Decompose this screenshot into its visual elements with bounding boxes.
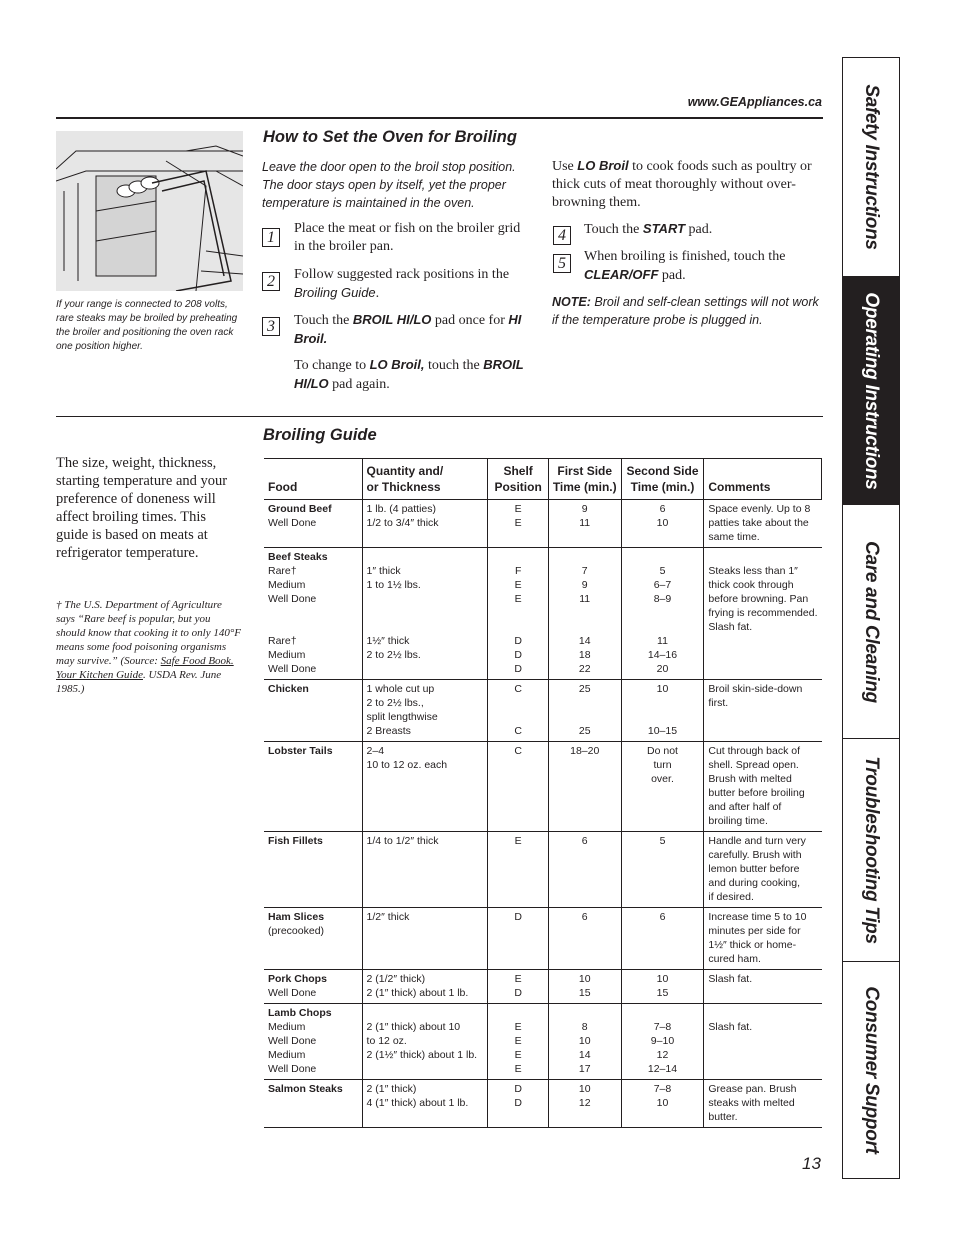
set-oven-intro: Leave the door open to the broil stop position. The door stays open by itself, yet the proper temperature is maintained in the oven. (262, 160, 516, 210)
section-rule (56, 416, 823, 417)
shelf-cell (488, 680, 548, 742)
qty-cell (362, 500, 488, 548)
shelf-value: E (514, 835, 522, 847)
second-value: 5 6–7 8–9 11 14–16 20 (647, 565, 678, 675)
first-cell (548, 500, 621, 548)
header-quantity: Quantity and/ or Thickness (362, 459, 488, 500)
broiling-guide-intro: The size, weight, thickness, starting temperature and your preference of doneness will affect broiling times. This guide is based on meats at refrigerator temperature. (56, 455, 228, 561)
qty-cell (362, 680, 488, 742)
first-cell (548, 548, 621, 680)
second-cell (621, 1004, 704, 1080)
qty-cell (362, 832, 488, 908)
food-cell (264, 500, 362, 548)
oven-door-open-illustration (56, 131, 243, 291)
tab-safety-instructions[interactable] (843, 58, 899, 276)
first-value: 8 10 14 17 (578, 1021, 591, 1075)
first-cell (548, 908, 621, 970)
comments-value: Increase time 5 to 10 minutes per side for 1½″ thick or home- cured ham. (708, 911, 807, 965)
qty-value: 2–4 10 to 12 oz. each (366, 745, 448, 771)
comments-cell (704, 832, 822, 908)
comments-value: Cut through back of shell. Spread open. Brush with melted butter before broiling and after half of broiling time. (708, 745, 805, 827)
tab-label: Consumer Support (861, 986, 882, 1154)
table-row (264, 548, 822, 680)
food-cell (264, 680, 362, 742)
shelf-value: D D (514, 1083, 522, 1109)
shelf-value: D (514, 911, 522, 923)
qty-cell (362, 970, 488, 1004)
section-title-broiling-guide: Broiling Guide (263, 426, 377, 444)
first-value: 10 12 (578, 1083, 591, 1109)
first-cell (548, 1080, 621, 1128)
second-value: 10 10–15 (647, 683, 678, 737)
shelf-cell (488, 832, 548, 908)
food-cell (264, 832, 362, 908)
tab-troubleshooting-tips[interactable] (843, 738, 899, 961)
second-value: 7–8 9–10 12 12–14 (647, 1021, 678, 1075)
food-doneness: Well Done (268, 517, 317, 529)
food-doneness: (precooked) (268, 925, 325, 937)
comments-cell (704, 908, 822, 970)
tab-label: Operating Instructions (861, 291, 882, 490)
table-row (264, 1080, 822, 1128)
second-cell (621, 548, 704, 680)
shelf-value: E E E E (514, 1021, 522, 1075)
comments-value: Slash fat. (708, 973, 753, 985)
comments-cell (704, 1004, 822, 1080)
second-value: 7–8 10 (653, 1083, 672, 1109)
broiling-guide-ref: Broiling Guide (294, 285, 376, 300)
step-number-5: 5 (553, 254, 571, 273)
table-row (264, 832, 822, 908)
step-text-2: Follow suggested rack positions in the Broiling Guide. (294, 267, 510, 301)
comments-cell (704, 548, 822, 680)
broiling-guide-table (264, 458, 822, 1128)
second-value: 5 (659, 835, 666, 847)
first-cell (548, 742, 621, 832)
broil-hi-lo-keyword: BROIL HI/LO (294, 357, 524, 391)
step-text-1: Place the meat or fish on the broiler grid in the broiler pan. (294, 221, 521, 254)
first-value: 6 (581, 911, 588, 923)
change-lo-broil-text: To change to LO Broil, touch the BROIL HI/LO pad again. (294, 357, 524, 392)
shelf-cell (488, 742, 548, 832)
second-cell (621, 742, 704, 832)
hi-broil-keyword: HI Broil. (294, 312, 522, 346)
qty-value: 1 lb. (4 patties) 1/2 to 3/4″ thick (366, 503, 439, 529)
lo-broil-keyword: LO Broil (577, 158, 629, 173)
shelf-cell (488, 548, 548, 680)
header-shelf: Shelf Position (488, 459, 548, 500)
comments-value: Grease pan. Brush steaks with melted butter. (708, 1083, 797, 1123)
qty-value: 2 (1″ thick) about 10 to 12 oz. 2 (1½″ thick) about 1 lb. (366, 1021, 478, 1061)
food-name: Pork Chops (268, 973, 327, 985)
probe-note: NOTE: Broil and self-clean settings will not work if the temperature probe is plugged in. (552, 295, 819, 327)
start-keyword: START (642, 221, 686, 236)
second-cell (621, 970, 704, 1004)
lo-broil-text: Use LO Broil to cook foods such as poultry or thick cuts of meat thoroughly without over-browning them. (552, 158, 812, 210)
header-second-side: Second Side Time (min.) (621, 459, 704, 500)
food-cell (264, 1004, 362, 1080)
qty-value: 2 (1″ thick) 4 (1″ thick) about 1 lb. (366, 1083, 469, 1109)
food-doneness: Rare† Medium Well Done Rare† Medium Well Done (268, 565, 317, 675)
step-text-5: When broiling is finished, touch the CLEAR/OFF pad. (584, 249, 786, 283)
second-cell (621, 908, 704, 970)
food-cell (264, 970, 362, 1004)
shelf-value: E D (514, 973, 522, 999)
tab-consumer-support[interactable] (843, 961, 899, 1178)
comments-value: Space evenly. Up to 8 patties take about the same time. (708, 503, 811, 543)
comments-cell (704, 1080, 822, 1128)
step-text-4: Touch the START pad. (584, 221, 713, 237)
food-name: Ham Slices (268, 911, 325, 923)
tab-label: Care and Cleaning (861, 540, 882, 703)
comments-cell (704, 742, 822, 832)
first-cell (548, 832, 621, 908)
qty-cell (362, 1080, 488, 1128)
second-cell (621, 832, 704, 908)
food-name: Beef Steaks (268, 551, 328, 563)
tab-care-and-cleaning[interactable] (843, 505, 899, 738)
shelf-value: F E E D D D (514, 565, 522, 675)
qty-value: 1 whole cut up 2 to 2½ lbs., split lengthwise 2 Breasts (366, 683, 438, 737)
step-number-2: 2 (262, 272, 280, 291)
usda-footnote: † The U.S. Department of Agriculture says “Rare beef is popular, but you should know that cooking it to only 140°F means some food poisoning organisms may survive.” (Source: Safe Food Book. Your Kitchen Guide. USDA Rev. June 1985.) (56, 599, 241, 695)
first-value: 9 11 (579, 503, 591, 529)
step-number-3: 3 (262, 317, 280, 336)
food-cell (264, 908, 362, 970)
second-value: 10 15 (656, 973, 669, 999)
shelf-value: C (514, 745, 522, 757)
food-cell (264, 1080, 362, 1128)
table-row (264, 970, 822, 1004)
first-value: 25 25 (578, 683, 591, 737)
shelf-value: C C (514, 683, 522, 737)
footnote-source: Safe Food Book. Your Kitchen Guide (56, 655, 234, 681)
shelf-cell (488, 908, 548, 970)
food-doneness: Medium Well Done Medium Well Done (268, 1021, 317, 1075)
second-value: Do not turn over. (647, 745, 678, 785)
second-value: 6 (659, 911, 666, 923)
food-cell (264, 742, 362, 832)
table-row (264, 908, 822, 970)
second-cell (621, 1080, 704, 1128)
food-name: Chicken (268, 683, 309, 695)
comments-value: Steaks less than 1″ thick cook through before browning. Pan frying is recommended. Slash fat. (708, 565, 818, 633)
table-row (264, 500, 822, 548)
qty-cell (362, 1004, 488, 1080)
shelf-cell (488, 970, 548, 1004)
tab-operating-instructions[interactable] (843, 276, 899, 505)
table-row (264, 742, 822, 832)
shelf-cell (488, 1080, 548, 1128)
clear-off-keyword: CLEAR/OFF (584, 267, 659, 282)
food-doneness: Well Done (268, 987, 317, 999)
header-food: Food (264, 459, 362, 500)
second-cell (621, 680, 704, 742)
tab-label: Safety Instructions (861, 84, 882, 250)
food-name: Lamb Chops (268, 1007, 332, 1019)
qty-cell (362, 548, 488, 680)
step-number-1: 1 (262, 228, 280, 247)
qty-value: 1/2″ thick (366, 911, 410, 923)
second-cell (621, 500, 704, 548)
first-value: 10 15 (578, 973, 591, 999)
illustration-caption: If your range is connected to 208 volts, rare steaks may be broiled by preheating the broiler and positioning the oven rack one position higher. (56, 299, 238, 352)
shelf-cell (488, 500, 548, 548)
first-value: 18–20 (570, 745, 600, 757)
qty-cell (362, 908, 488, 970)
website-url: www.GEAppliances.ca (687, 95, 822, 109)
shelf-cell (488, 1004, 548, 1080)
shelf-value: E E (514, 503, 522, 529)
header-first-side: First Side Time (min.) (548, 459, 621, 500)
second-value: 6 10 (656, 503, 669, 529)
first-value: 6 (581, 835, 588, 847)
food-name: Fish Fillets (268, 835, 323, 847)
qty-value: 1/4 to 1/2″ thick (366, 835, 439, 847)
comments-value: Broil skin-side-down first. (708, 683, 803, 709)
lo-broil-keyword: LO Broil, (369, 357, 425, 372)
comments-cell (704, 970, 822, 1004)
note-label: NOTE: (552, 295, 591, 309)
qty-cell (362, 742, 488, 832)
food-name: Salmon Steaks (268, 1083, 343, 1095)
header-comments: Comments (704, 459, 822, 500)
step-text-3: Touch the BROIL HI/LO pad once for HI Broil. (294, 312, 522, 346)
table-header-row (264, 459, 822, 500)
qty-value: 1″ thick 1 to 1½ lbs. 1½″ thick 2 to 2½ lbs. (366, 565, 421, 661)
broil-hi-lo-keyword: BROIL HI/LO (352, 312, 432, 327)
top-rule (56, 117, 823, 119)
table-row (264, 1004, 822, 1080)
comments-cell (704, 500, 822, 548)
first-cell (548, 680, 621, 742)
tab-label: Troubleshooting Tips (861, 756, 882, 944)
food-name: Ground Beef (268, 503, 332, 515)
section-tabs (842, 57, 900, 1179)
table-row (264, 680, 822, 742)
food-cell (264, 548, 362, 680)
step-number-4: 4 (553, 226, 571, 245)
section-title-set-oven: How to Set the Oven for Broiling (263, 128, 517, 146)
first-value: 7 9 11 14 18 22 (578, 565, 591, 675)
first-cell (548, 1004, 621, 1080)
first-cell (548, 970, 621, 1004)
comments-cell (704, 680, 822, 742)
page-number: 13 (802, 1154, 821, 1173)
comments-value: Slash fat. (708, 1021, 753, 1033)
food-name: Lobster Tails (268, 745, 333, 757)
comments-value: Handle and turn very carefully. Brush with lemon butter before and during cooking, if desired. (708, 835, 806, 903)
qty-value: 2 (1/2″ thick) 2 (1″ thick) about 1 lb. (366, 973, 469, 999)
